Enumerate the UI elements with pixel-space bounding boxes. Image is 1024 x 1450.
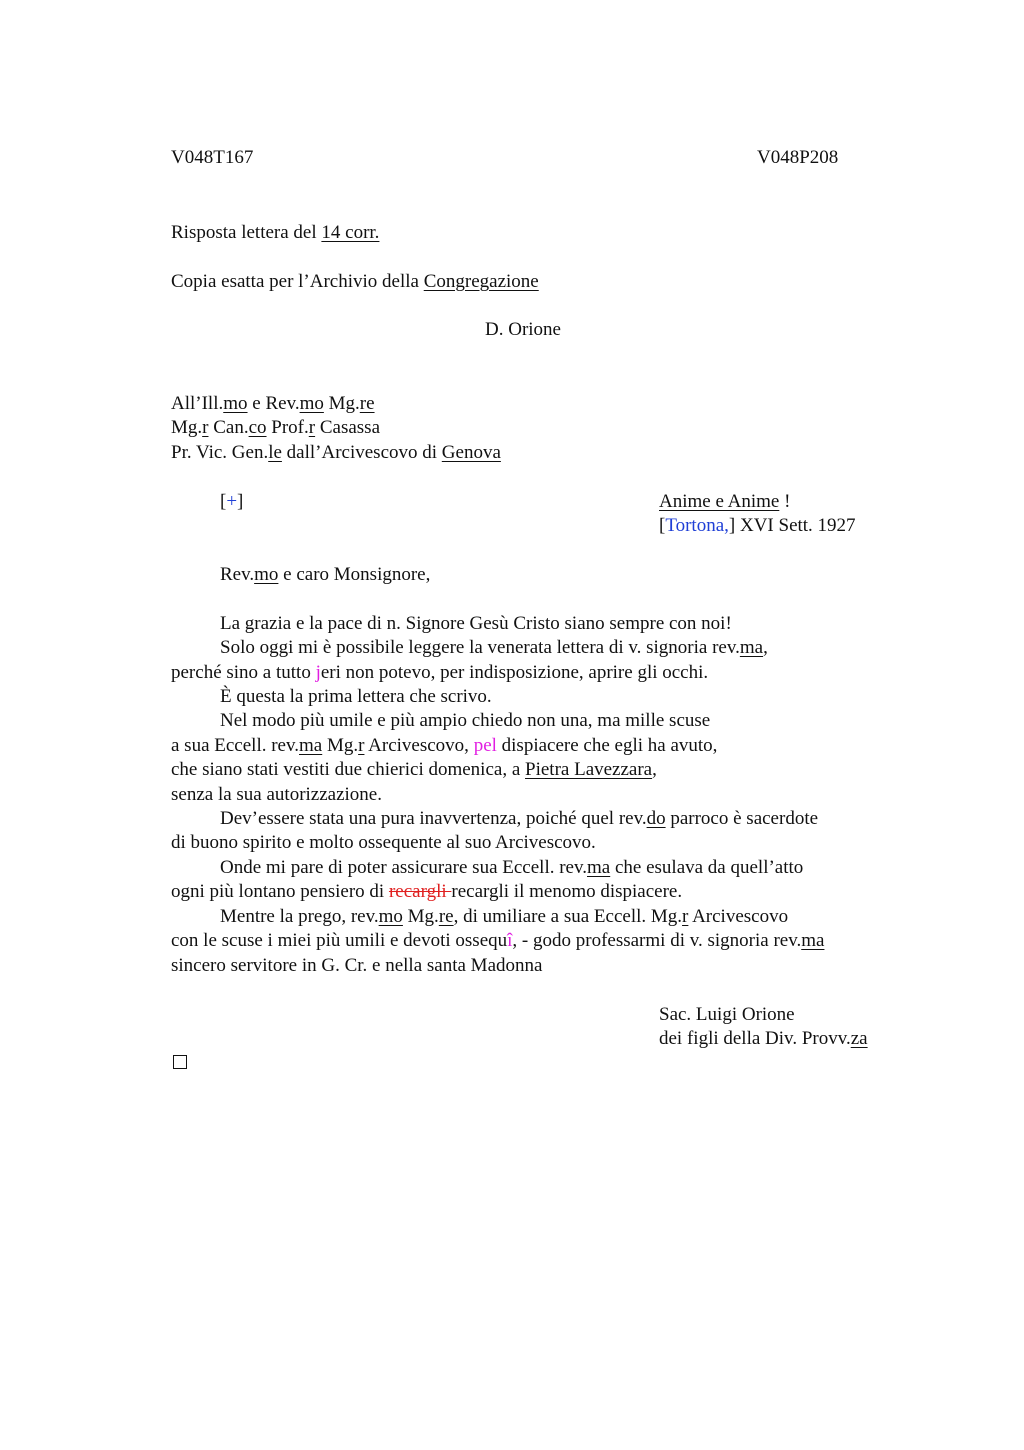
document-code-right: V048P208 <box>757 147 839 168</box>
body-line: sincero servitore in G. Cr. e nella santa Madonna <box>171 955 543 976</box>
document-code-left: V048T167 <box>171 147 254 168</box>
closing-org: dei figli della Div. Provv.za <box>659 1028 868 1049</box>
body-line: Mentre la prego, rev.mo Mg.re, di umiliare a sua Eccell. Mg.r Arcivescovo <box>220 906 789 927</box>
copy-target: Congregazione <box>423 271 539 292</box>
body-line: Onde mi pare di poter assicurare sua Eccell. rev.ma che esulava da quell’atto <box>220 857 804 878</box>
body-line: ogni più lontano pensiero di recargli recargli il menomo dispiacere. <box>171 881 683 902</box>
body-line: con le scuse i miei più umili e devoti ossequî, - godo professarmi di v. signoria rev.ma <box>171 930 825 951</box>
salutation: Rev.mo e caro Monsignore, <box>220 564 431 585</box>
body-line: Dev’essere stata una pura inavvertenza, poiché quel rev.do parroco è sacerdote <box>220 808 819 829</box>
closing-name: Sac. Luigi Orione <box>659 1004 795 1025</box>
copy-note: Copia esatta per l’Archivio della Congregazione <box>171 271 539 292</box>
body-line: Nel modo più umile e più ampio chiedo non una, ma mille scuse <box>220 710 711 731</box>
address-line-2: Mg.r Can.co Prof.r Casassa <box>171 417 380 438</box>
cross-icon: + <box>226 491 238 512</box>
end-square-icon <box>173 1055 187 1069</box>
place-name: Tortona, <box>665 515 729 536</box>
reply-note: Risposta lettera del 14 corr. <box>171 222 380 243</box>
body-line: Solo oggi mi è possibile leggere la venerata lettera di v. signoria rev.ma, <box>220 637 768 658</box>
address-line-3: Pr. Vic. Gen.le dall’Arcivescovo di Genova <box>171 442 501 463</box>
cross-mark: [+] <box>220 491 244 512</box>
motto: Anime e Anime ! <box>659 491 791 512</box>
place-pietra-lavezzara: Pietra Lavezzara <box>525 759 653 780</box>
body-line: È questa la prima lettera che scrivo. <box>220 686 492 707</box>
body-line: a sua Eccell. rev.ma Mg.r Arcivescovo, pel dispiacere che egli ha avuto, <box>171 735 718 756</box>
body-line: senza la sua autorizzazione. <box>171 784 382 805</box>
body-line: La grazia e la pace di n. Signore Gesù Cristo siano sempre con noi! <box>220 613 732 634</box>
reply-date: 14 corr. <box>321 222 380 243</box>
preamble-signature: D. Orione <box>485 319 561 340</box>
deleted-text: recargli <box>388 881 452 902</box>
body-line: di buono spirito e molto ossequente al suo Arcivescovo. <box>171 832 596 853</box>
address-line-1: All’Ill.mo e Rev.mo Mg.re <box>171 393 375 414</box>
body-line: che siano stati vestiti due chierici domenica, a Pietra Lavezzara, <box>171 759 657 780</box>
place-date: [Tortona,] XVI Sett. 1927 <box>659 515 856 536</box>
body-line: perché sino a tutto jeri non potevo, per indisposizione, aprire gli occhi. <box>171 662 709 683</box>
